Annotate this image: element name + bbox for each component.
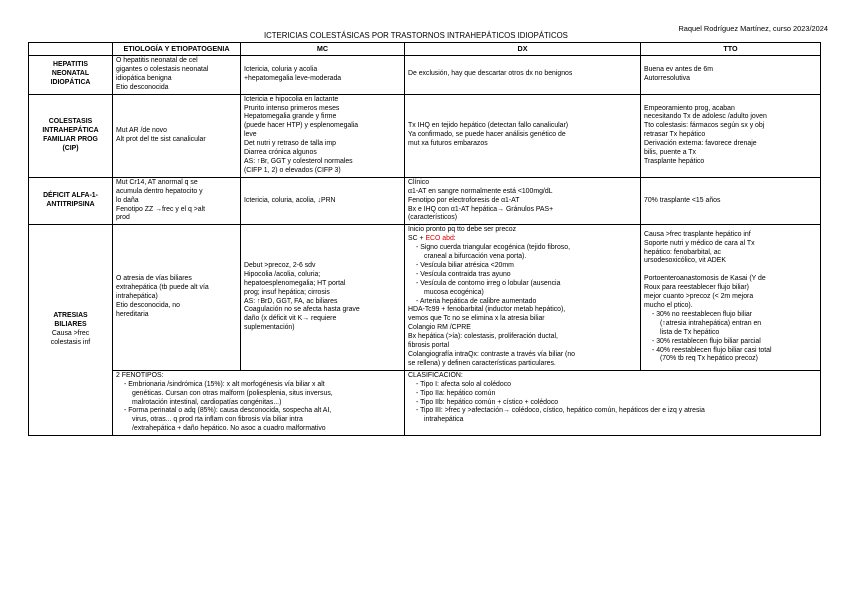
cell-line: Clínico bbox=[408, 178, 430, 186]
cell-etiologia bbox=[113, 94, 241, 177]
cell-line: FAMILIAR PROG bbox=[43, 135, 98, 143]
cell-line: lista de Tx hepático bbox=[660, 328, 720, 336]
cell-fenotipos bbox=[113, 370, 405, 435]
cell-line: - Arteria hepática de calibre aumentado bbox=[416, 297, 537, 305]
row-head-atresias bbox=[29, 225, 113, 436]
cell-line: (puede hacer HTP) y esplenomegalia bbox=[244, 122, 359, 130]
cell-line: Buena ev antes de 6m bbox=[644, 65, 713, 73]
cell-line: Prurito intenso primeros meses bbox=[244, 104, 340, 112]
cell-etiologia bbox=[113, 177, 241, 225]
cell-line: suplementación) bbox=[244, 324, 295, 332]
cell-line: intrahepática bbox=[424, 416, 464, 424]
cell-line bbox=[644, 266, 817, 275]
cell-line: colestasis inf bbox=[50, 339, 91, 347]
colon: : bbox=[453, 235, 456, 243]
cell-line: (↑atresia intrahepática) entran en bbox=[660, 319, 762, 327]
cell-line: necesitando Tx de adolesc /adulto joven bbox=[644, 113, 767, 121]
cell-line: Hepatomegalia grande y firme bbox=[244, 113, 337, 121]
cell-line: Ya confirmado, se puede hacer análisis genético de bbox=[408, 131, 566, 139]
cell-line: acumula dentro hepatocito y bbox=[116, 187, 203, 195]
cell-line: hepático: fenobarbital, ac bbox=[644, 248, 721, 256]
cell-line: ATRESIAS bbox=[53, 312, 88, 320]
table-row bbox=[29, 370, 821, 435]
cell-line: Causa >frec trasplante hepático inf bbox=[644, 230, 751, 238]
cell-line: Colangio RM /CPRE bbox=[408, 324, 471, 332]
cell-line: Trasplante hepático bbox=[644, 157, 705, 165]
cell-line: Coagulación no se afecta hasta grave bbox=[244, 306, 360, 314]
cell-line: Bx hepática (>ía): colestasis, proliferación ductal, bbox=[408, 333, 558, 341]
cell-line: NEONATAL bbox=[51, 70, 90, 78]
cell-line: - Tipo IIb: hepático común + cístico + colédoco bbox=[416, 398, 559, 406]
cell-line: bilis, puente a Tx bbox=[644, 149, 696, 157]
table-header-row bbox=[29, 43, 821, 56]
cell-line: vemos que Tc no se elimina x la atresia biliar bbox=[408, 315, 545, 323]
cell-line: Hipocolia /acolia, coluria; bbox=[244, 270, 321, 278]
cell-line: Fenotipo por electroforesis de α1-AT bbox=[408, 196, 520, 204]
sc-label: SC + bbox=[408, 235, 426, 243]
cell-etiologia bbox=[113, 225, 241, 371]
cell-line: /extrahepática + daño hepático. No asoc a cuadro malformativo bbox=[132, 425, 326, 433]
cell-line: (CIP) bbox=[62, 144, 79, 152]
cell-line: Tto colestasis: fármacos según sx y obj bbox=[644, 122, 765, 130]
column-header bbox=[29, 43, 113, 56]
cell-line: Ictericia, coluria y acolia bbox=[244, 65, 318, 73]
cell-line: Inicio pronto pq tto debe ser precoz bbox=[408, 226, 517, 234]
cell-line: Empeoramiento prog, acaban bbox=[644, 104, 735, 112]
author-note: Raquel Rodríguez Martínez, curso 2023/2024 bbox=[678, 24, 828, 33]
cell-line: (característicos) bbox=[408, 214, 458, 222]
cell-line: Etio desconocida bbox=[116, 83, 169, 91]
cell-line: HEPATITIS bbox=[53, 61, 88, 69]
cell-mc bbox=[241, 225, 405, 371]
cell-line: intrahepática) bbox=[116, 293, 158, 301]
cell-line: retrasar Tx hepático bbox=[644, 131, 706, 139]
cell-tto bbox=[641, 94, 821, 177]
table-row bbox=[29, 177, 821, 225]
cell-line: Mut AR /de novo bbox=[116, 126, 167, 134]
cell-line: Etio desconocida, no bbox=[116, 302, 180, 310]
cell-dx bbox=[405, 94, 641, 177]
cell-etiologia bbox=[113, 56, 241, 95]
column-header: DX bbox=[405, 43, 641, 56]
cell-line: hereditaria bbox=[116, 310, 149, 318]
cell-dx bbox=[405, 177, 641, 225]
cell-line: Alt prot del tte sist canalicular bbox=[116, 135, 206, 143]
cell-line: mucho el ptico). bbox=[644, 302, 693, 310]
cell-line: fibrosis portal bbox=[408, 342, 449, 350]
cell-dx bbox=[405, 225, 641, 371]
cell-line: mut xa futuros embarazos bbox=[408, 140, 488, 148]
cell-clasificacion bbox=[405, 370, 821, 435]
cell-line: se rellena) y definen características particulares. bbox=[408, 359, 556, 367]
column-header: ETIOLOGÍA Y ETIOPATOGENIA bbox=[113, 43, 241, 56]
cell-line: craneal a bifurcación vena porta). bbox=[424, 253, 527, 261]
cell-line: IDIOPÁTICA bbox=[50, 79, 91, 87]
cell-line: idiopática benigna bbox=[116, 74, 172, 82]
cell-line: leve bbox=[244, 131, 257, 139]
cell-line: AS: ↑Br, GGT y colesterol normales bbox=[244, 157, 353, 165]
cell-line: BILIARES bbox=[54, 321, 87, 329]
cell-line: hepatoesplenomegalia; HT portal bbox=[244, 279, 346, 287]
cell-line: Causa >frec bbox=[51, 330, 90, 338]
cell-tto bbox=[641, 56, 821, 95]
cell-line: Ictericia e hipocolia en lactante bbox=[244, 95, 339, 103]
cell-line: Colangiografía intraQx: contraste a través vía biliar (no bbox=[408, 351, 575, 358]
row-head-cip bbox=[29, 94, 113, 177]
cell-line: Tx IHQ en tejido hepático (detectan fallo canalicular) bbox=[408, 122, 569, 130]
cell-line: Autorresolutiva bbox=[644, 74, 690, 82]
cell-line: - Forma perinatal o adq (85%): causa desconocida, sospecha alt AI, bbox=[124, 407, 332, 415]
cell-line: Portoenteroanastomosis de Kasai (Y de bbox=[644, 275, 766, 283]
cell-tto bbox=[641, 225, 821, 371]
cell-line: Det nutri y retraso de talla imp bbox=[244, 140, 336, 148]
cell-tto bbox=[641, 177, 821, 225]
cell-line: (CIFP 1, 2) o elevados (CIFP 3) bbox=[244, 166, 341, 174]
cell-line: - Signo cuerda triangular ecogénica (tejido fibroso, bbox=[416, 244, 570, 252]
cell-line: ANTITRIPSINA bbox=[46, 201, 95, 209]
cell-line: - Tipo IIa: hepático común bbox=[416, 389, 496, 397]
table-row bbox=[29, 225, 821, 371]
cell-line: α1-AT en sangre normalmente está <100mg/dL bbox=[408, 187, 553, 195]
column-header: TTO bbox=[641, 43, 821, 56]
cell-line: O atresia de vías biliares bbox=[116, 275, 192, 283]
cell-line: - 30% restablecen flujo biliar parcial bbox=[652, 337, 761, 345]
cell-mc bbox=[241, 56, 405, 95]
cell-mc bbox=[241, 94, 405, 177]
cell-line: CLASIFICACIÓN: bbox=[408, 371, 463, 379]
cell-line: mucosa ecogénica) bbox=[424, 288, 484, 296]
cell-line: - Vesícula de contorno irreg o lobular (ausencia bbox=[416, 279, 561, 287]
cell-line: HDA-Tc99 + fenobarbital (inductor metab hepático), bbox=[408, 306, 566, 314]
cell-line: - Vesícula contraida tras ayuno bbox=[416, 270, 511, 278]
cell-line: - Tipo III: >frec y >afectación→ colédoco, cístico, hepático común, hepáticos der e izq y atresia bbox=[416, 407, 705, 415]
cell-line: Derivación externa: favorece drenaje bbox=[644, 140, 757, 148]
cell-line: 2 FENOTIPOS: bbox=[116, 371, 164, 379]
cell-line: daño (x déficit vit K→ requiere bbox=[244, 315, 337, 323]
cell-line: Ictericia, coluria, acolia, ↓PRN bbox=[244, 196, 336, 204]
cell-line: - 30% no reestablecen flujo biliar bbox=[652, 310, 752, 318]
page-title: ICTERICIAS COLESTÁSICAS POR TRASTORNOS INTRAHEPÁTICOS IDIOPÁTICOS bbox=[264, 31, 568, 40]
cell-line: AS: ↑BrD, GGT, FA, ac biliares bbox=[244, 297, 338, 305]
cell-line: (70% tb req Tx hepático precoz) bbox=[660, 355, 758, 363]
cell-line: genéticas. Cursan con otras malform (poliesplenia, situs inversus, bbox=[132, 389, 333, 397]
cell-line: virus, otras... q prod rta inflam con fibrosis vía biliar intra bbox=[132, 416, 303, 424]
cell-line: - Vesícula biliar atrésica <20mm bbox=[416, 261, 514, 269]
cell-line: Diarrea crónica algunos bbox=[244, 149, 317, 157]
cell-line: O hepatitis neonatal de cel bbox=[116, 57, 198, 64]
cell-line: INTRAHEPÁTICA bbox=[42, 126, 99, 134]
cell-line: - 40% reestablecen flujo biliar casi total bbox=[652, 346, 772, 354]
cell-mc bbox=[241, 177, 405, 225]
row-head-a1at bbox=[29, 177, 113, 225]
cell-line: 70% trasplante <15 años bbox=[644, 196, 721, 204]
cell-dx bbox=[405, 56, 641, 95]
cell-line: Soporte nutri y médico de cara al Tx bbox=[644, 239, 755, 247]
cell-line: mejor cuanto >precoz (< 2m mejora bbox=[644, 293, 754, 301]
summary-table bbox=[28, 42, 821, 436]
cell-line: - Tipo I: afecta solo al colédoco bbox=[416, 380, 511, 388]
cell-line: Bx e IHQ con α1-AT hepática→ Gránulos PAS+ bbox=[408, 205, 554, 213]
cell-line: lo daña bbox=[116, 196, 139, 204]
table-row bbox=[29, 94, 821, 177]
cell-line: Fenotipo ZZ →frec y el q >alt bbox=[116, 205, 206, 213]
eco-abd-highlight: ECO abd bbox=[425, 235, 454, 243]
cell-line bbox=[408, 235, 637, 244]
cell-line: prod bbox=[116, 214, 130, 222]
table-row bbox=[29, 56, 821, 95]
cell-line: Roux para reestablecer flujo biliar) bbox=[644, 284, 749, 292]
cell-line: prog; insuf hepática; cirrosis bbox=[244, 288, 330, 296]
cell-line: De exclusión, hay que descartar otros dx no benignos bbox=[408, 70, 573, 78]
cell-line: +hepatomegalia leve-moderada bbox=[244, 74, 342, 82]
cell-line: Debut >precoz, 2-6 sdv bbox=[244, 261, 316, 269]
cell-line: Mut Cr14, AT anormal q se bbox=[116, 178, 198, 186]
cell-line: extrahepática (tb puede alt vía bbox=[116, 284, 209, 292]
column-header: MC bbox=[241, 43, 405, 56]
cell-line: DÉFICIT ALFA-1- bbox=[43, 192, 98, 200]
cell-line: ursodesoxicólico, vit ADEK bbox=[644, 257, 726, 265]
row-head-hepatitis bbox=[29, 56, 113, 95]
cell-line: gigantes o colestasis neonatal bbox=[116, 65, 209, 73]
cell-line: malrotación intestinal, cardiopatías congénitas...) bbox=[132, 398, 282, 406]
cell-line: COLESTASIS bbox=[48, 117, 93, 125]
cell-line: - Embrionaria /sindrómica (15%): x alt morfogénesis vía biliar x alt bbox=[124, 380, 325, 388]
